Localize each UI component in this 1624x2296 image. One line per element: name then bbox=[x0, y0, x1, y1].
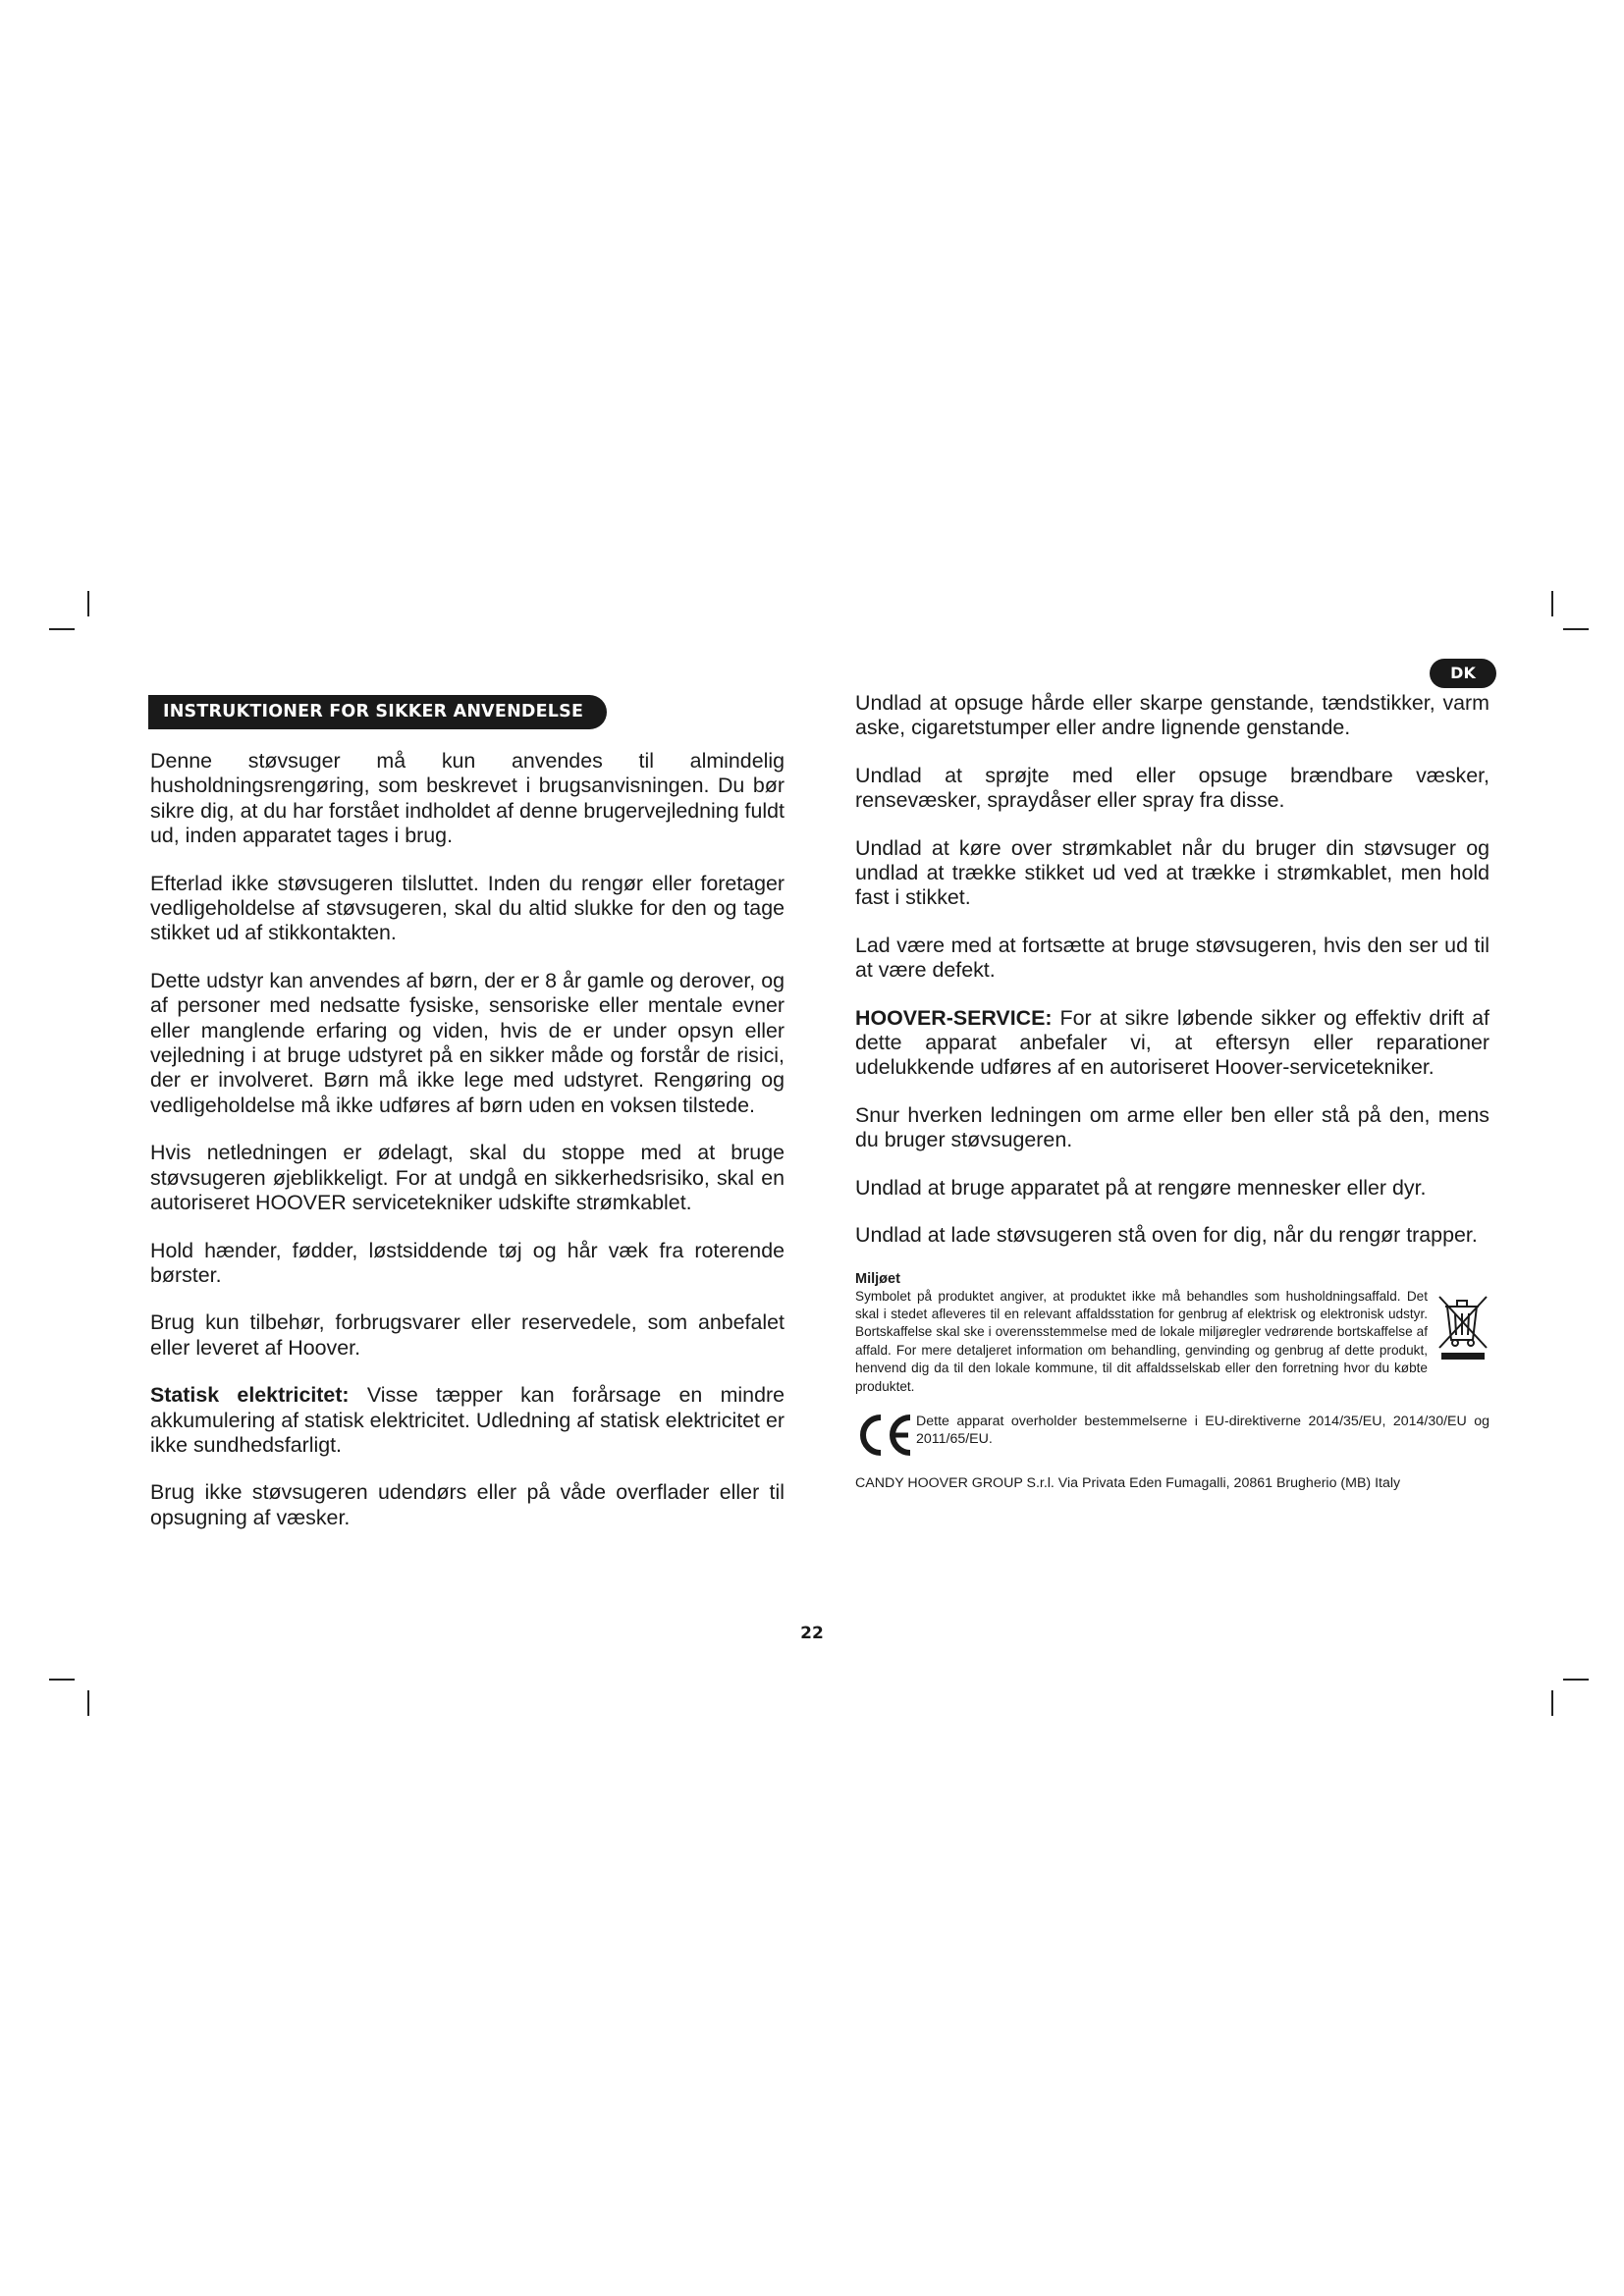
paragraph: Undlad at køre over strømkablet når du bruger din støvsuger og undlad at trække stikket ud ved at trække i strømkablet, men hold fast i stikket. bbox=[855, 835, 1489, 910]
paragraph: Hold hænder, fødder, løstsiddende tøj og hår væk fra roterende børster. bbox=[150, 1238, 785, 1287]
crop-mark bbox=[49, 628, 75, 630]
paragraph bbox=[150, 1383, 785, 1458]
paragraph-label: Statisk elektricitet: bbox=[150, 1383, 350, 1408]
paragraph: Dette udstyr kan anvendes af børn, der er 8 år gamle og derover, og af personer med nedsatte fysiske, sensoriske eller mentale evner eller manglende erfaring og viden, hvis de er under opsyn eller vejledning i at bruge udstyret på en sikker måde og forstår de risici, der er involveret. Børn må ikke lege med udstyret. Rengøring og vedligeholdelse må ikke udføres af børn uden en voksen tilstede. bbox=[150, 968, 785, 1117]
crop-mark bbox=[87, 591, 89, 616]
paragraph: Hvis netledningen er ødelagt, skal du stoppe med at bruge støvsugeren øjeblikkeligt. For at undgå en sikkerhedsrisiko, skal en autoriseret HOOVER servicetekniker udskifte strømkablet. bbox=[150, 1141, 785, 1215]
paragraph-text: For at sikre løbende sikker og effektiv drift af dette apparat anbefaler vi, at eftersyn eller reparationer udelukkende udføres af en autoriseret Hoover-servicetekniker. bbox=[855, 1005, 1489, 1080]
ce-mark-icon bbox=[855, 1413, 916, 1458]
paragraph: Undlad at opsuge hårde eller skarpe genstande, tændstikker, varm aske, cigaretstumper eller andre lignende genstande. bbox=[855, 691, 1489, 740]
environment-title: Miljøet bbox=[855, 1270, 900, 1287]
paragraph: Undlad at bruge apparatet på at rengøre mennesker eller dyr. bbox=[855, 1175, 1427, 1200]
crop-mark bbox=[87, 1690, 89, 1716]
paragraph-text: Visse tæpper kan forårsage en mindre akkumulering af statisk elektricitet. Udledning af statisk elektricitet er ikke sundhedsfarligt. bbox=[150, 1383, 785, 1457]
paragraph: Denne støvsuger må kun anvendes til almindelig husholdningsrengøring, som beskrevet i brugsanvisningen. Du bør sikre dig, at du har forstået indholdet af denne brugervejledning fuldt ud, inden apparatet tages i brug. bbox=[150, 749, 785, 848]
paragraph: Snur hverken ledningen om arme eller ben eller stå på den, mens du bruger støvsugeren. bbox=[855, 1102, 1489, 1152]
paragraph: Brug kun tilbehør, forbrugsvarer eller reservedele, som anbefalet eller leveret af Hoover. bbox=[150, 1310, 785, 1360]
crop-mark bbox=[1563, 628, 1589, 630]
paragraph: Lad være med at fortsætte at bruge støvsugeren, hvis den ser ud til at være defekt. bbox=[855, 933, 1489, 983]
crop-mark bbox=[1563, 1679, 1589, 1681]
weee-bin-icon bbox=[1432, 1287, 1492, 1362]
environment-notice bbox=[855, 1271, 1484, 1396]
paragraph: Undlad at sprøjte med eller opsuge brændbare væsker, rensevæsker, spraydåser eller spray fra disse. bbox=[855, 763, 1489, 813]
paragraph: Efterlad ikke støvsugeren tilsluttet. Inden du rengør eller foretager vedligeholdelse af støvsugeren, skal du altid slukke for den og tage stikket ud af stikkontakten. bbox=[150, 871, 785, 945]
section-heading: INSTRUKTIONER FOR SIKKER ANVENDELSE bbox=[148, 695, 607, 729]
ce-text: Dette apparat overholder bestemmelserne i EU-direktiverne 2014/35/EU, 2014/30/EU og 2011/65/EU. bbox=[916, 1413, 1489, 1448]
right-column bbox=[855, 691, 1489, 1491]
paragraph bbox=[855, 1006, 1489, 1081]
ce-declaration bbox=[855, 1413, 1489, 1458]
crop-mark bbox=[1551, 1690, 1553, 1716]
company-address: CANDY HOOVER GROUP S.r.l. Via Privata Eden Fumagalli, 20861 Brugherio (MB) Italy bbox=[855, 1474, 1401, 1491]
crop-mark bbox=[49, 1679, 75, 1681]
paragraph-label: HOOVER-SERVICE: bbox=[855, 1005, 1053, 1030]
page-number: 22 bbox=[800, 1624, 824, 1643]
paragraph: Brug ikke støvsugeren udendørs eller på våde overflader eller til opsugning af væsker. bbox=[150, 1480, 785, 1529]
language-badge: DK bbox=[1430, 659, 1496, 688]
environment-text: Symbolet på produktet angiver, at produktet ikke må behandles som husholdningsaffald. Det skal i stedet afleveres til en relevant affaldsstation for genbrug af elektrisk og elektronisk udstyr. Bortskaffelse skal ske i overensstemmelse med de lokale miljøregler vedrørende bortskaffelse af affald. For mere detaljeret information om behandling, genvinding og genbrug af dette produkt, henvend dig da til den lokale kommune, til dit affaldsselskab eller den forretning hvor du købte produktet. bbox=[855, 1288, 1428, 1394]
paragraph: Undlad at lade støvsugeren stå oven for dig, når du rengør trapper. bbox=[855, 1223, 1478, 1248]
left-column bbox=[150, 695, 785, 1553]
crop-mark bbox=[1551, 591, 1553, 616]
